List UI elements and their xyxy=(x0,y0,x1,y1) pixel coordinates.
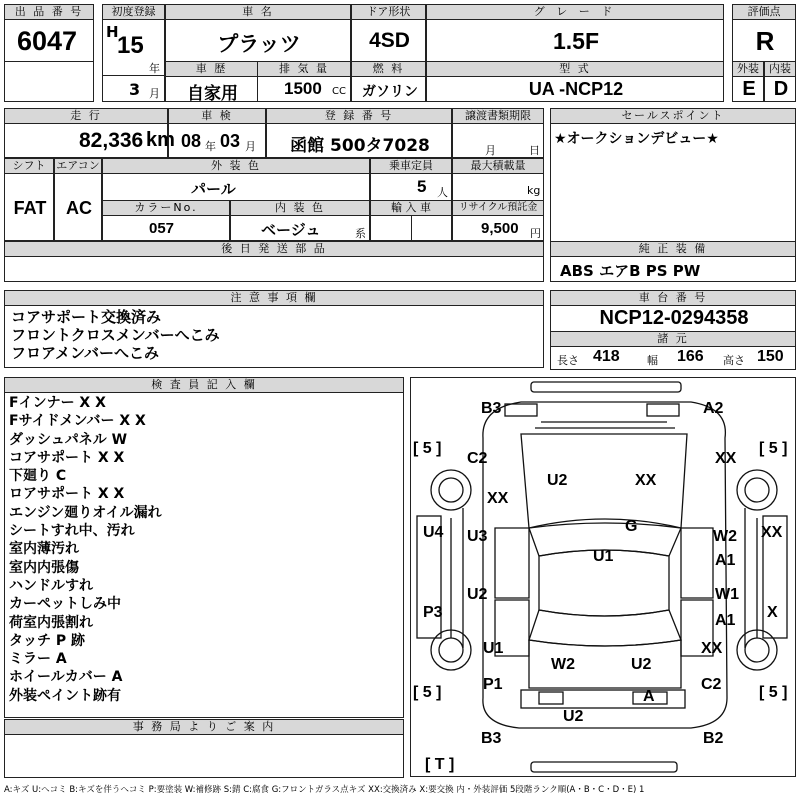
damage-u2-hood: U2 xyxy=(547,472,568,489)
inspector-line: ホイールカバー A xyxy=(9,669,123,686)
score-cell xyxy=(732,19,796,62)
model-code: UA -NCP12 xyxy=(528,79,624,99)
interior-label: 内装 xyxy=(764,61,796,77)
equipment-cell xyxy=(550,256,796,282)
car-diagram-panel xyxy=(410,377,796,777)
exterior-label: 外装 xyxy=(732,61,764,77)
office-label: 事 務 局 よ り ご 案 内 xyxy=(4,719,404,735)
inspector-line: エンジン廻りオイル漏れ xyxy=(9,504,162,521)
front-right-light-outline xyxy=(647,404,679,416)
rear-bumper-outline xyxy=(521,690,685,708)
car-name: プラッツ xyxy=(217,32,301,56)
import-divider xyxy=(411,215,412,241)
score-label: 評価点 xyxy=(732,4,796,20)
damage-u4-left: U4 xyxy=(423,524,444,541)
note-line: コアサポート交換済み xyxy=(11,308,162,326)
damage-w1-right-rear-door: W1 xyxy=(715,586,739,603)
mileage-label: 走 行 xyxy=(4,108,168,124)
inspector-line: 荷室内張割れ xyxy=(9,614,93,631)
door-label: ドア形状 xyxy=(351,4,426,20)
front-left-wheel-inner xyxy=(439,478,463,502)
legend: A:キズ U:へコミ B:キズを伴うへコミ P:要塗装 W:補修跡 S:錆 C:腐食 G:フロントガラス点キズ XX:交換済み X:要交換 内・外装評価 5段階ランク順(A・B・C・D・E) 1 xyxy=(4,785,645,795)
era-letter: H xyxy=(106,23,119,41)
shift-label: シフト xyxy=(4,158,54,174)
fuel-label: 燃 料 xyxy=(351,61,426,77)
car-diagram xyxy=(411,378,797,778)
damage-u3-left-door: U3 xyxy=(467,528,488,545)
tire-bracket-fl: [ 5 ] xyxy=(413,440,442,457)
history-label: 車 歴 xyxy=(165,61,258,77)
plate-label: 登 録 番 号 xyxy=(266,108,452,124)
later-parts-label: 後 日 発 送 部 品 xyxy=(4,241,544,257)
shift-cell xyxy=(4,173,54,241)
model-cell xyxy=(426,76,724,102)
color-no: 057 xyxy=(149,220,175,237)
exterior-color: パール xyxy=(191,180,236,198)
equipment: ABS エアB PS PW xyxy=(560,262,701,280)
inspector-line: シートすれ中、汚れ xyxy=(9,523,135,540)
damage-b3-rear: B3 xyxy=(481,730,502,747)
damage-b3-front: B3 xyxy=(481,400,502,417)
damage-b2-rear: B2 xyxy=(703,730,724,747)
ac: AC xyxy=(66,198,92,218)
rear-right-wheel-inner xyxy=(745,638,769,662)
mileage-unit: km xyxy=(146,129,175,151)
max-load-label: 最大積載量 xyxy=(452,158,544,174)
recycle-fee: 9,500 xyxy=(481,220,519,237)
rear-window-outline xyxy=(529,610,681,646)
sales-point: ★オークションデビュー★ xyxy=(554,131,719,147)
equipment-label: 純 正 装 備 xyxy=(550,241,796,257)
note-line: フロアメンバーへこみ xyxy=(11,344,160,362)
left-side-outline xyxy=(451,508,463,648)
displacement: 1500 xyxy=(284,79,322,98)
length: 418 xyxy=(593,348,620,365)
office-cell xyxy=(4,734,404,778)
interior-color-label: 内 装 色 xyxy=(230,200,370,216)
grade: 1.5F xyxy=(552,28,600,54)
dimensions-cell xyxy=(550,346,796,370)
capacity-unit: 人 xyxy=(437,186,448,199)
transfer-cell xyxy=(452,123,544,158)
damage-u2-rear-bumper: U2 xyxy=(563,708,584,725)
fuel-cell xyxy=(351,76,426,102)
inspector-label: 検 査 員 記 入 欄 xyxy=(4,377,404,393)
damage-u1-roof: U1 xyxy=(593,548,614,565)
car-name-label: 車 名 xyxy=(165,4,351,20)
recycle-label: リサイクル預託金 xyxy=(452,200,544,216)
first-registration-cell xyxy=(102,19,165,76)
damage-a-rear-bumper: A xyxy=(643,688,655,705)
history-cell xyxy=(165,76,258,102)
inspection-label: 車 検 xyxy=(168,108,266,124)
damage-u2-trunk: U2 xyxy=(631,656,652,673)
damage-u2-left-rear-door: U2 xyxy=(467,586,488,603)
notes-cell xyxy=(4,305,544,368)
front-left-wheel-outline xyxy=(431,470,471,510)
mileage-cell xyxy=(4,123,175,158)
damage-p3-left-rocker: P3 xyxy=(423,604,443,621)
mileage: 82,336 xyxy=(79,129,144,152)
damage-xx-right-rocker: XX xyxy=(761,524,783,541)
tire-bracket-fr: [ 5 ] xyxy=(759,440,788,457)
damage-c2-rear-right: C2 xyxy=(701,676,722,693)
interior-color-suffix: 系 xyxy=(355,227,366,240)
interior-color: ベージュ xyxy=(261,221,321,239)
inspector-line: Fサイドメンバー X X xyxy=(9,413,146,430)
chassis-number: NCP12-0294358 xyxy=(599,307,749,329)
tire-bracket-rr: [ 5 ] xyxy=(759,684,788,701)
inspector-line: ロアサポート X X xyxy=(9,486,125,503)
displacement-cell xyxy=(257,76,351,102)
chassis-label: 車 台 番 号 xyxy=(550,290,796,306)
displacement-unit: CC xyxy=(332,86,346,97)
transfer-day: 日 xyxy=(529,144,540,157)
width-label: 幅 xyxy=(647,354,658,367)
rear-left-light-outline xyxy=(539,692,563,704)
note-line: フロントクロスメンバーへこみ xyxy=(11,326,220,344)
width: 166 xyxy=(677,348,704,365)
damage-a1-right-door: A1 xyxy=(715,552,736,569)
recycle-cell xyxy=(452,215,544,241)
inspection-year: 08 xyxy=(181,131,202,151)
sales-point-label: セールスポイント xyxy=(550,108,796,124)
inspection-year-unit: 年 xyxy=(205,140,216,153)
damage-w2-trunk: W2 xyxy=(551,656,575,673)
max-load-cell xyxy=(452,173,544,201)
inspection-cell xyxy=(168,123,266,158)
lot-number-cell xyxy=(4,19,94,62)
color-no-label: カラーNo. xyxy=(102,200,230,216)
front-bumper-outline xyxy=(531,382,681,392)
tire-bracket-rl: [ 5 ] xyxy=(413,684,442,701)
notes-label: 注 意 事 項 欄 xyxy=(4,290,544,306)
inspector-line: 室内薄汚れ xyxy=(9,541,79,558)
ac-cell xyxy=(54,173,102,241)
capacity: 5 xyxy=(417,177,427,196)
damage-x-right-rocker: X xyxy=(767,604,778,621)
inspector-line: Fインナー X X xyxy=(9,395,106,411)
inspector-line: 外装ペイント跡有 xyxy=(9,687,121,704)
inspector-line: 室内内張傷 xyxy=(9,559,79,576)
month-unit: 月 xyxy=(149,87,160,100)
lot-number: 6047 xyxy=(17,26,78,56)
front-left-light-outline xyxy=(505,404,537,416)
damage-a1-right-rear-door: A1 xyxy=(715,612,736,629)
fuel: ガソリン xyxy=(362,84,418,100)
sales-point-cell xyxy=(550,123,796,242)
front-right-wheel-outline xyxy=(737,470,777,510)
inspector-line: ハンドルすれ xyxy=(9,577,93,594)
lot-number-label: 出 品 番 号 xyxy=(4,4,94,20)
inspector-line: タッチ P 跡 xyxy=(9,632,86,649)
damage-a2-front: A2 xyxy=(703,400,724,417)
interior-grade: D xyxy=(773,78,789,100)
inspector-line: 下廻り C xyxy=(9,468,67,485)
inspector-line: カーペットしみ中 xyxy=(9,596,121,613)
exterior-cell xyxy=(732,76,764,102)
door-cell xyxy=(351,19,426,62)
inspection-month: 03 xyxy=(220,131,241,151)
capacity-cell xyxy=(370,173,452,201)
spare-tire-outline xyxy=(531,762,677,772)
tire-bracket-spare: [ T ] xyxy=(425,756,455,773)
damage-xx-front-right: XX xyxy=(715,450,737,467)
interior-cell xyxy=(764,76,796,102)
plate-number: 函館 500タ7028 xyxy=(290,136,430,156)
car-name-cell xyxy=(165,19,351,62)
registration-month: 3 xyxy=(129,80,141,99)
height: 150 xyxy=(757,348,784,365)
max-load-unit: kg xyxy=(527,184,541,197)
grade-label: グ レ ー ド xyxy=(426,4,724,20)
inspector-line: コアサポート X X xyxy=(9,449,125,466)
inspector-line: ミラー A xyxy=(9,651,67,668)
history: 自家用 xyxy=(187,84,238,104)
color-no-cell xyxy=(102,215,230,241)
damage-xx-rear-right: XX xyxy=(701,640,723,657)
color-label: 外 装 色 xyxy=(102,158,370,174)
plate-cell xyxy=(266,123,452,158)
exterior-grade: E xyxy=(742,78,756,100)
front-right-wheel-inner xyxy=(745,478,769,502)
lot-number-blank xyxy=(4,61,94,102)
shift: FAT xyxy=(13,198,47,218)
ac-label: エアコン xyxy=(54,158,102,174)
color-cell xyxy=(102,173,370,201)
dimensions-label: 諸 元 xyxy=(550,331,796,347)
registration-year: 15 xyxy=(117,32,144,59)
hood-outline xyxy=(521,434,687,528)
chassis-cell xyxy=(550,305,796,332)
transfer-label: 譲渡書類期限 xyxy=(452,108,544,124)
score: R xyxy=(755,26,775,56)
damage-p1-rear-left: P1 xyxy=(483,676,503,693)
damage-u1-rear-left: U1 xyxy=(483,640,504,657)
length-label: 長さ xyxy=(557,354,579,367)
displacement-label: 排 気 量 xyxy=(257,61,351,77)
damage-xx-left-fender: XX xyxy=(487,490,509,507)
damage-xx-hood: XX xyxy=(635,472,657,489)
height-label: 高さ xyxy=(723,354,745,367)
grille-outline xyxy=(535,422,675,428)
grade-cell xyxy=(426,19,724,62)
registration-month-cell xyxy=(102,75,165,102)
first-registration-label: 初度登録 xyxy=(102,4,165,20)
import-label: 輸 入 車 xyxy=(370,200,452,216)
damage-g-windshield: G xyxy=(625,518,638,535)
interior-color-cell xyxy=(230,215,370,241)
damage-c2-front-left: C2 xyxy=(467,450,488,467)
left-front-door-outline xyxy=(495,528,529,598)
transfer-month: 月 xyxy=(485,144,496,157)
right-side-outline xyxy=(745,508,757,648)
right-front-door-outline xyxy=(681,528,713,598)
later-parts-cell xyxy=(4,256,544,282)
rear-left-wheel-inner xyxy=(439,638,463,662)
inspector-line: ダッシュパネル W xyxy=(9,431,128,448)
door-type: 4SD xyxy=(369,29,410,52)
damage-w2-right-door: W2 xyxy=(713,528,737,545)
year-unit: 年 xyxy=(149,62,160,75)
inspector-cell xyxy=(4,392,404,718)
capacity-label: 乗車定員 xyxy=(370,158,452,174)
inspection-month-unit: 月 xyxy=(245,140,256,153)
recycle-unit: 円 xyxy=(530,227,541,240)
model-label: 型 式 xyxy=(426,61,724,77)
